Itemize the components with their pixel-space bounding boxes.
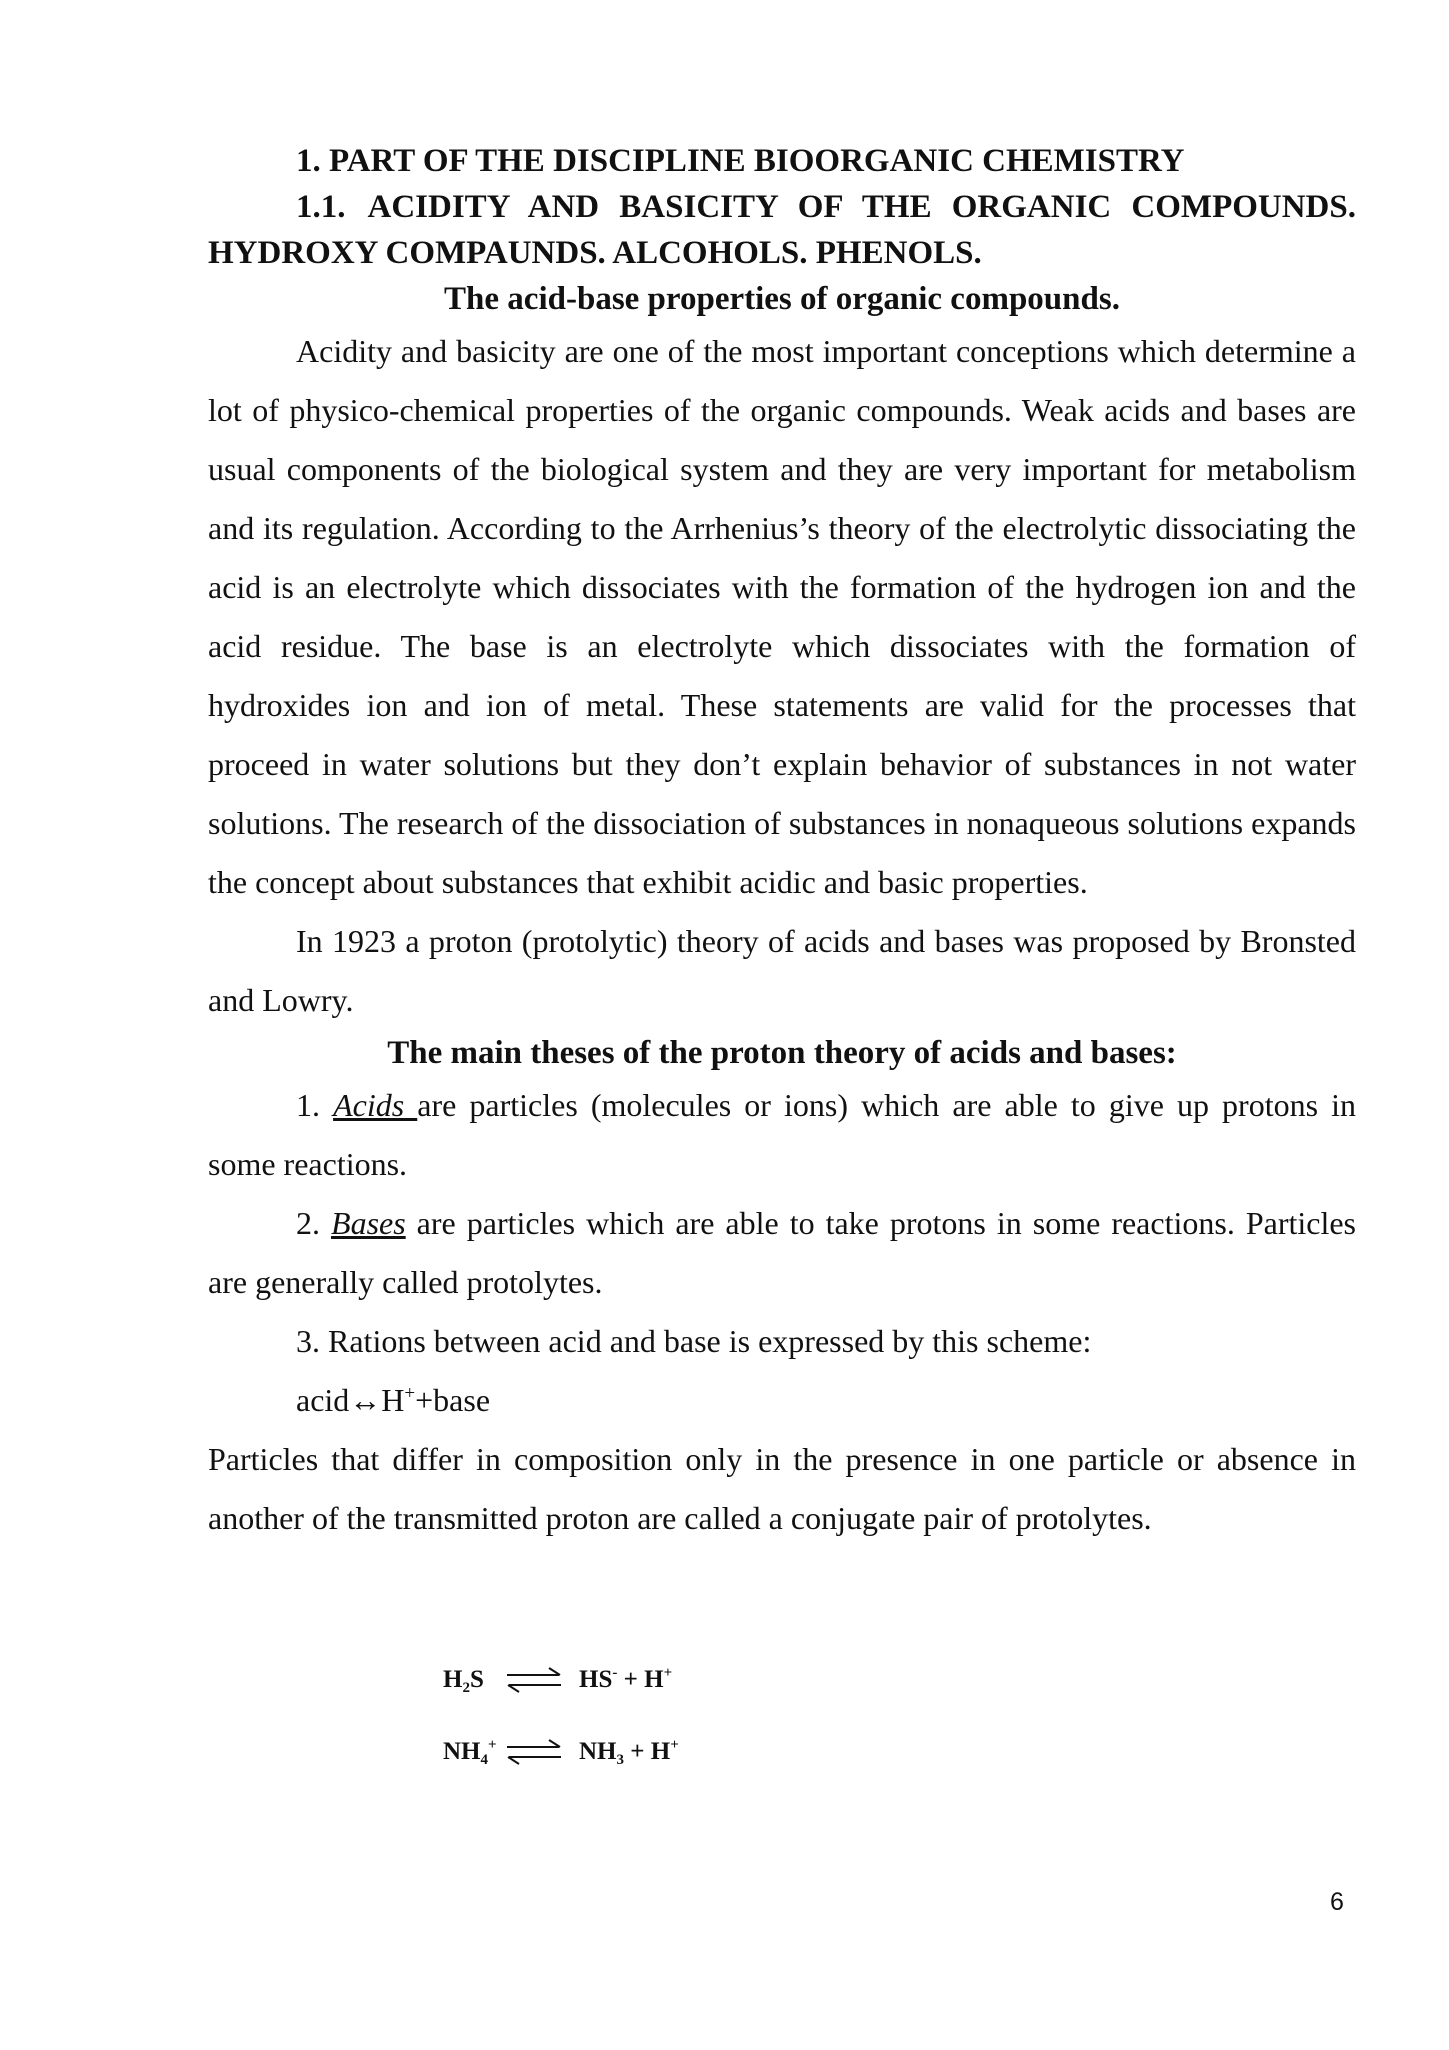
thesis-2: [208, 1194, 1356, 1312]
equation-nh4-lhs: [443, 1738, 497, 1766]
equation-nh4: [443, 1732, 763, 1772]
page-content: [208, 138, 1356, 1548]
eq2-rhs-sub: 3: [616, 1752, 624, 1768]
thesis-1-number: 1.: [296, 1087, 320, 1123]
thesis-2-text: are particles which are able to take protons in some reactions. Particles are generally called protolytes.: [208, 1205, 1357, 1300]
thesis-3: 3. Rations between acid and base is expressed by this scheme:: [296, 1323, 1092, 1359]
heading-section-text: ACIDITY AND BASICITY OF THE ORGANIC COMPOUNDS. HYDROXY COMPAUNDS. ALCOHOLS. PHENOLS.: [208, 189, 1356, 271]
eq1-rhs-h: + H: [617, 1666, 664, 1693]
page-number: 6: [1330, 1888, 1344, 1916]
thesis-1-text: are particles (molecules or ions) which are able to give up protons in some reactions.: [208, 1087, 1357, 1182]
scheme-acid: acid: [296, 1382, 350, 1418]
heading-part: 1. PART OF THE DISCIPLINE BIOORGANIC CHEMISTRY: [296, 143, 1185, 179]
thesis-2-term: Bases: [331, 1205, 406, 1241]
eq1-rhs-hs: HS: [579, 1666, 613, 1693]
subheading-theses: The main theses of the proton theory of acids and bases:: [387, 1035, 1177, 1071]
eq1-lhs-sub: 2: [462, 1680, 470, 1696]
thesis-1: [208, 1076, 1356, 1194]
equation-h2s: [443, 1660, 763, 1700]
eq1-rhs-charge: -: [612, 1665, 618, 1681]
equation-nh4-rhs: [579, 1738, 679, 1766]
heading-section-number: 1.1.: [296, 189, 346, 225]
equations-block: [443, 1660, 763, 1804]
scheme-line: [208, 1371, 1356, 1430]
heading-section: [208, 184, 1356, 276]
eq2-lhs-charge: +: [488, 1737, 497, 1753]
eq1-lhs-h: H: [443, 1666, 463, 1693]
paragraph-intro: Acidity and basicity are one of the most important conceptions which determine a lot of physico-chemical properties of the organic compounds. Weak acids and bases are usual components of the biological system and they are very important for metabolism and its regulation. According to the Arrhenius’s theory of the electrolytic dissociating the acid is an electrolyte which dissociates with the formation of the hydrogen ion and the acid residue. The base is an electrolyte which dissociates with the formation of hydroxides ion and ion of metal. These statements are valid for the processes that proceed in water solutions but they don’t explain behavior of substances in not water solutions. The research of the dissociation of substances in nonaqueous solutions expands the concept about substances that exhibit acidic and basic properties.: [208, 333, 1356, 900]
scheme-arrow-icon: ↔: [349, 1382, 382, 1418]
eq2-lhs-nh: NH: [443, 1738, 481, 1765]
eq1-rhs-h-charge: +: [663, 1665, 673, 1681]
equation-h2s-lhs: [443, 1666, 484, 1694]
thesis-1-term: Acids: [333, 1087, 418, 1123]
eq2-rhs-h-charge: +: [670, 1737, 679, 1753]
equation-h2s-rhs: [579, 1666, 672, 1694]
paragraph-conjugate: Particles that differ in composition only in the presence in one particle or absence in another of the transmitted proton are called a conjugate pair of protolytes.: [208, 1441, 1356, 1536]
thesis-2-number: 2.: [296, 1205, 320, 1241]
scheme-base: +base: [415, 1382, 491, 1418]
paragraph-1923: In 1923 a proton (protolytic) theory of acids and bases was proposed by Bronsted and Lowry.: [208, 923, 1356, 1018]
eq1-lhs-s: S: [469, 1666, 484, 1693]
subheading-acid-base: The acid-base properties of organic compounds.: [444, 281, 1120, 317]
scheme-h-charge: +: [404, 1383, 416, 1404]
equilibrium-arrows-icon: [503, 1662, 565, 1696]
eq2-rhs-nh: NH: [579, 1738, 617, 1765]
eq2-lhs-sub: 4: [480, 1752, 488, 1768]
equilibrium-arrows-icon: [503, 1734, 565, 1768]
scheme-h: H: [381, 1382, 405, 1418]
eq2-rhs-h: + H: [624, 1738, 671, 1765]
